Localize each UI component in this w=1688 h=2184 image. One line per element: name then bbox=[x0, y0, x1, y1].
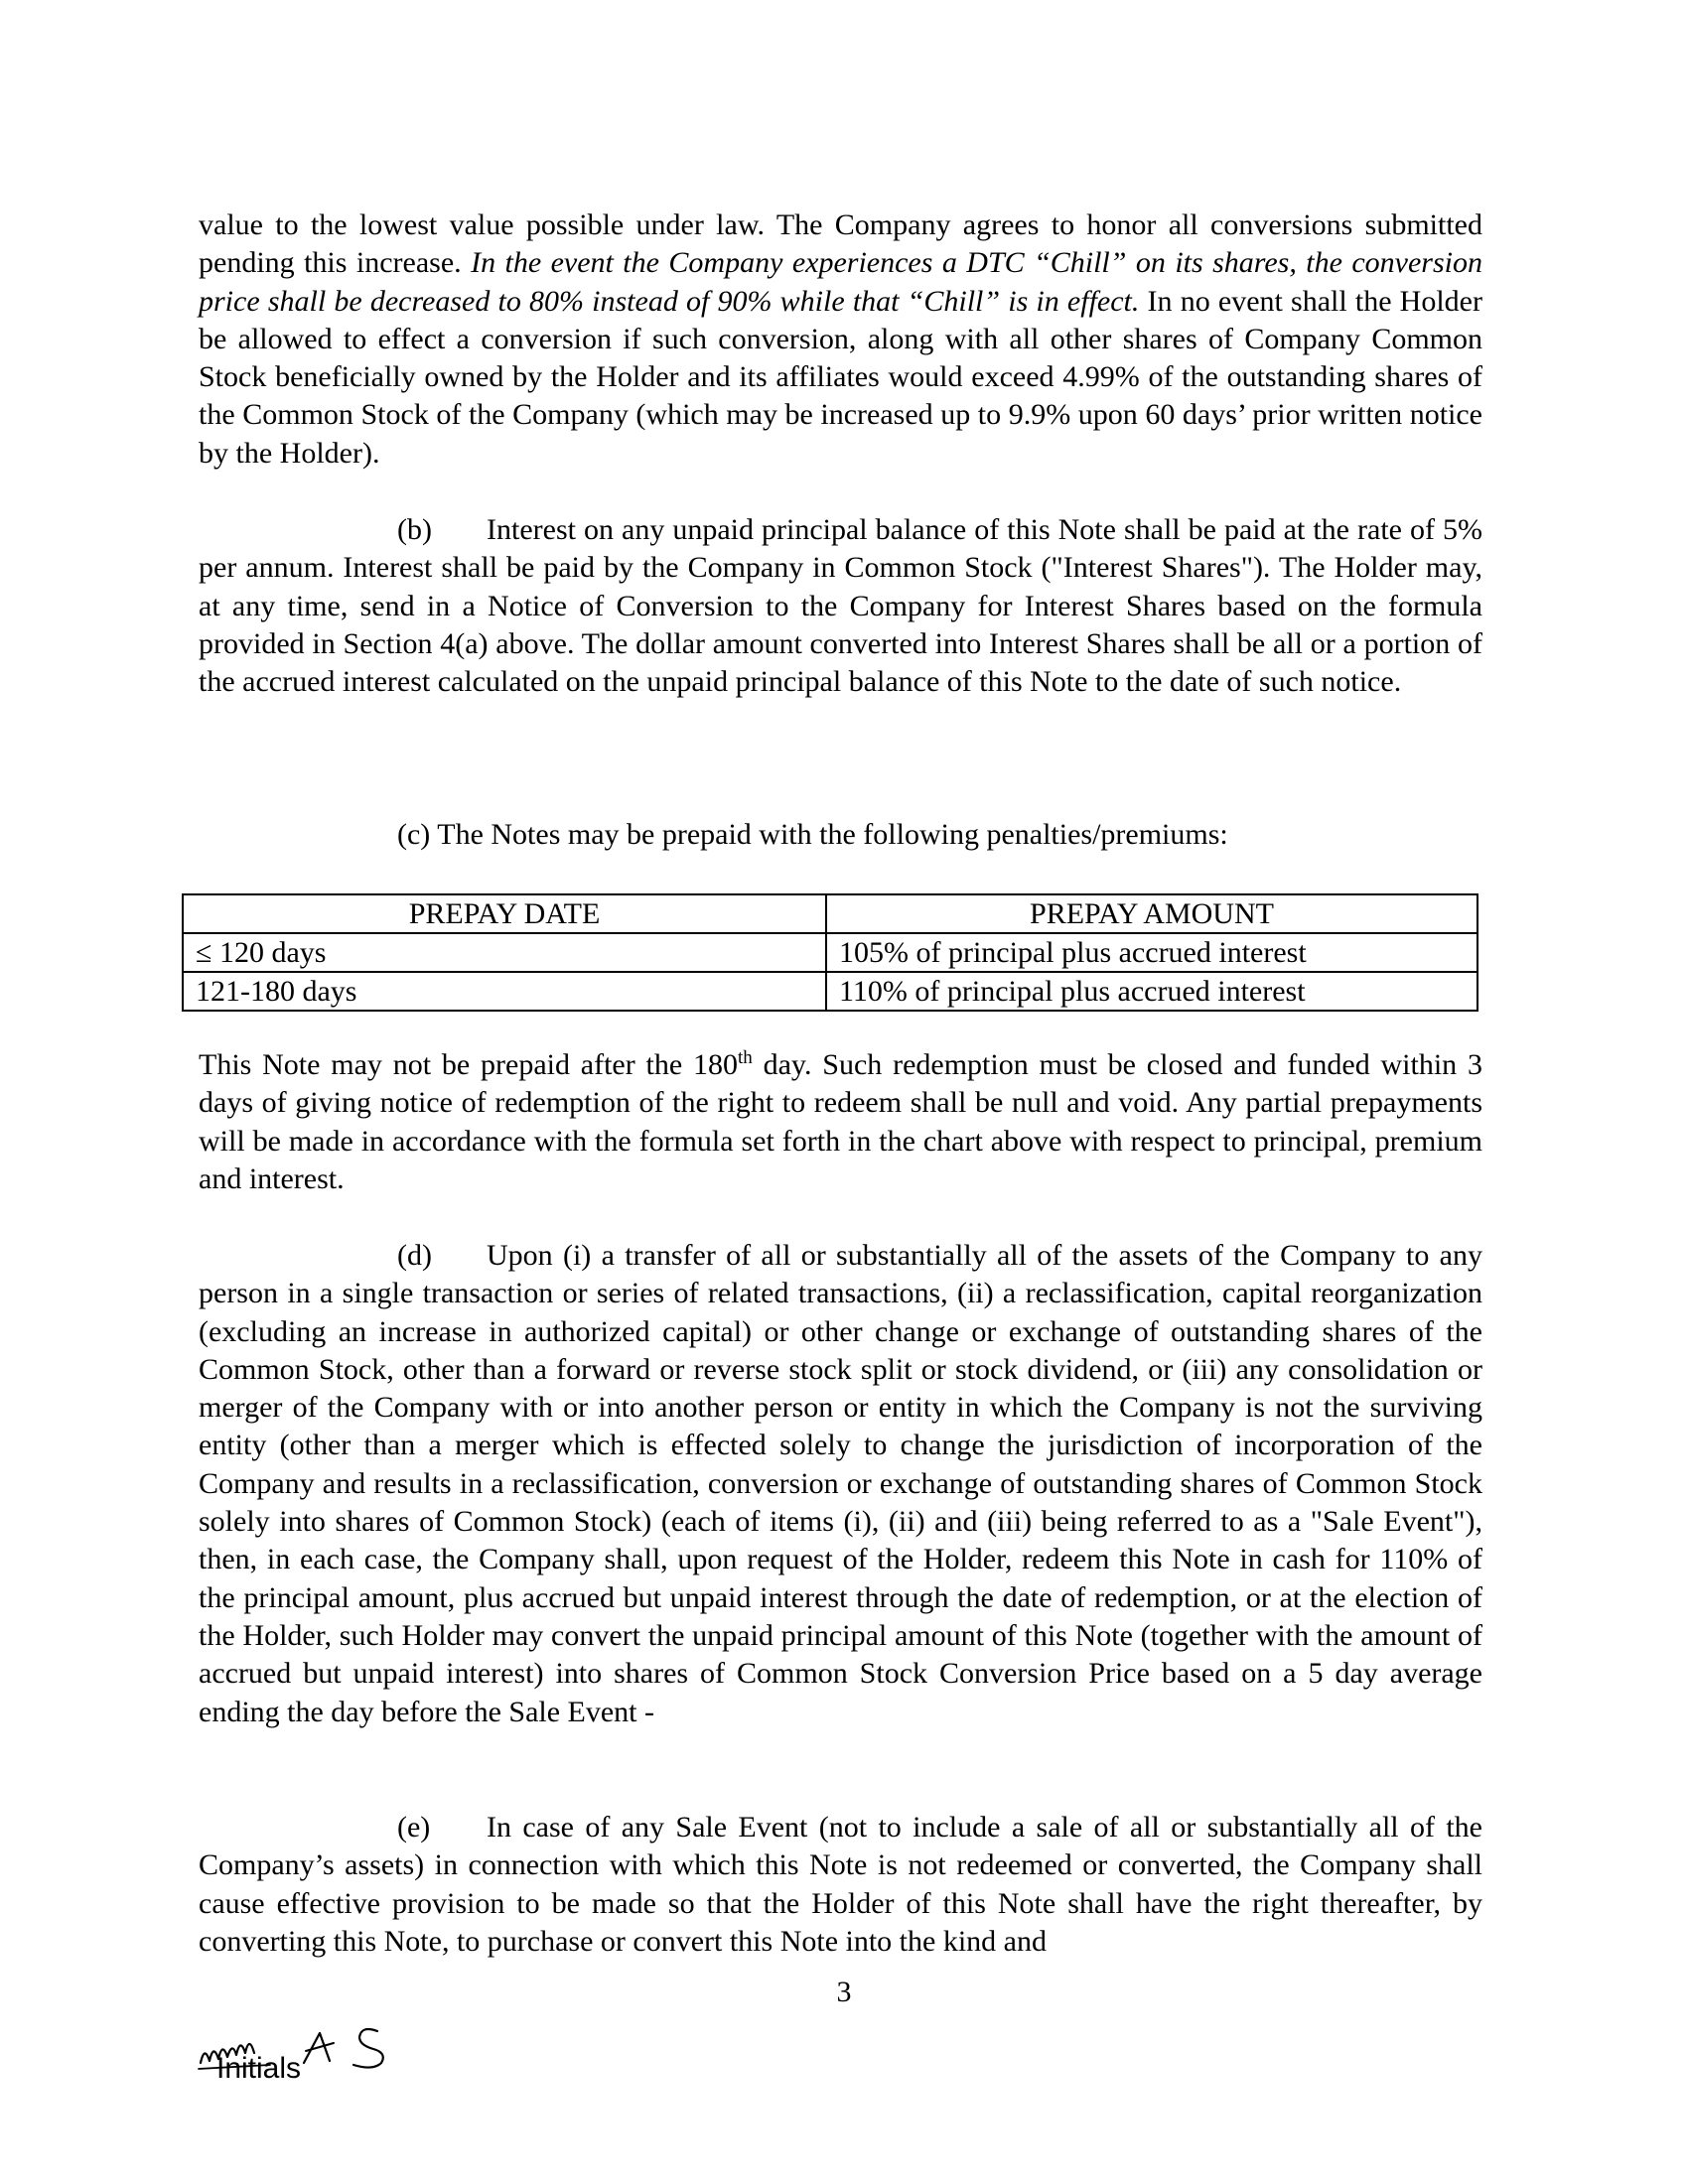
paragraph-b-text: Interest on any unpaid principal balance of this Note shall be paid at the rate of 5% per annum. Interest shall be paid by the Company in Common Stock ("Interest Shares"). The Holder may, at any time, send in a Notice of Conversion to the Company for Interest Shares based on the formula provided in Section 4(a) above. The dollar amount converted into Interest Shares shall be all or a portion of the accrued interest calculated on the unpaid principal balance of this Note to the date of such notice. bbox=[199, 513, 1482, 699]
prepay-date-cell: ≤ 120 days bbox=[183, 933, 826, 972]
paragraph-d bbox=[199, 1237, 1482, 1731]
paragraph-a-italic: In the event the Company experiences a DTC “Chill” on its shares, the conversion price shall be decreased to 80% instead of 90% while that “Chill” is in effect. bbox=[199, 246, 1482, 318]
prepay-table-header-row bbox=[183, 894, 1477, 933]
ordinal-suffix: th bbox=[738, 1047, 753, 1068]
paragraph-a bbox=[199, 206, 1482, 473]
paragraph-d-text: Upon (i) a transfer of all or substantially all of the assets of the Company to any person in a single transaction or series of related transactions, (ii) a reclassification, capital reorganization (excluding an increase in authorized capital) or other change or exchange of outstanding shares of the Common Stock, other than a forward or reverse stock split or stock dividend, or (iii) any consolidation or merger of the Company with or into another person or entity in which the Company is not the surviving entity (other than a merger which is effected solely to change the jurisdiction of incorporation of the Company and results in a reclassification, conversion or exchange of outstanding shares of Common Stock solely into shares of Common Stock) (each of items (i), (ii) and (iii) being referred to as a "Sale Event"), then, in each case, the Company shall, upon request of the Holder, redeem this Note in cash for 110% of the principal amount, plus accrued but unpaid interest through the date of redemption, or at the election of the Holder, such Holder may convert the unpaid principal amount of this Note (together with the amount of accrued but unpaid interest) into shares of Common Stock Conversion Price based on a 5 day average ending the day before the Sale Event - bbox=[199, 1239, 1482, 1728]
table-row bbox=[183, 933, 1477, 972]
table-row bbox=[183, 972, 1477, 1011]
paragraph-after-table bbox=[199, 1046, 1482, 1198]
prepay-table bbox=[182, 893, 1478, 1012]
page-number: 3 bbox=[836, 1976, 852, 2008]
paragraph-c bbox=[199, 816, 1482, 854]
prepay-date-header: PREPAY DATE bbox=[183, 894, 826, 933]
initials-label: Initials bbox=[216, 2052, 302, 2085]
paragraph-e bbox=[199, 1809, 1482, 1961]
prepay-date-cell: 121-180 days bbox=[183, 972, 826, 1011]
paragraph-c-text: (c) The Notes may be prepaid with the following penalties/premiums: bbox=[397, 818, 1228, 851]
paragraph-b bbox=[199, 511, 1482, 701]
paragraph-after-table-text-1: This Note may not be prepaid after the 180 bbox=[199, 1048, 738, 1081]
prepay-amount-cell: 105% of principal plus accrued interest bbox=[826, 933, 1477, 972]
paragraph-after-table-text-2: day. Such redemption must be closed and funded within 3 days of giving notice of redemption of the right to redeem shall be null and void. Any partial prepayments will be made in accordance with the formula set forth in the chart above with respect to principal, premium and interest. bbox=[199, 1048, 1482, 1195]
paragraph-b-label: (b) bbox=[397, 513, 432, 546]
prepay-amount-header: PREPAY AMOUNT bbox=[826, 894, 1477, 933]
prepay-amount-cell: 110% of principal plus accrued interest bbox=[826, 972, 1477, 1011]
paragraph-a-text-2: In no event shall the Holder be allowed to effect a conversion if such conversion, along with all other shares of Company Common Stock beneficially owned by the Holder and its affiliates would exceed 4.99% of the outstanding shares of the Common Stock of the Company (which may be increased up to 9.9% upon 60 days’ prior written notice by the Holder). bbox=[199, 284, 1482, 470]
paragraph-e-label: (e) bbox=[397, 1811, 431, 1843]
paragraph-a-text-1: value to the lowest value possible under law. The Company agrees to honor all conversions submitted pending this increase. bbox=[199, 208, 1482, 280]
paragraph-d-label: (d) bbox=[397, 1239, 432, 1272]
paragraph-e-text: In case of any Sale Event (not to include a sale of all or substantially all of the Company’s assets) in connection with which this Note is not redeemed or converted, the Company shall cause effective provision to be made so that the Holder of this Note shall have the right thereafter, by converting this Note, to purchase or convert this Note into the kind and bbox=[199, 1811, 1482, 1958]
